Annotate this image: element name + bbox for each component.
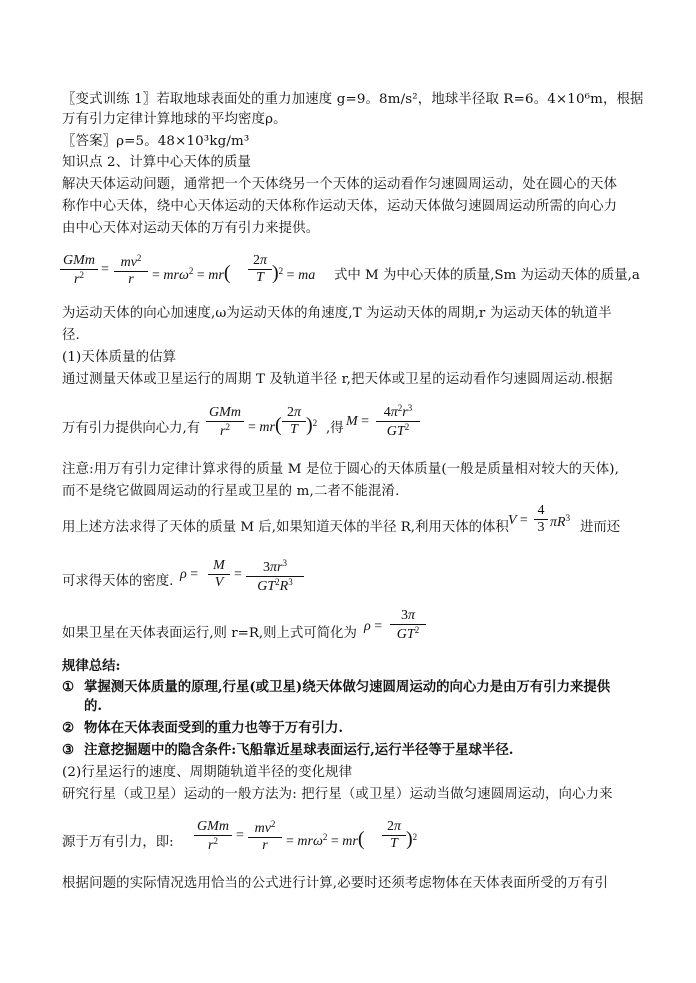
text-line: 万有引力定律计算地球的平均密度ρ。 <box>62 112 287 127</box>
text-line: 用上述方法求得了天体的质量 M 后,如果知道天体的半径 R,利用天体的体积 <box>62 520 509 535</box>
text-line: 根据问题的实际情况选用恰当的公式进行计算,必要时还须考虑物体在天体表面所受的万有引 <box>62 876 609 891</box>
text-line: (2)行星运行的速度、周期随轨道半径的变化规律 <box>62 765 353 780</box>
text-line: 由中心天体对运动天体的万有引力来提供。 <box>62 221 320 236</box>
summary-item-cont: 的. <box>84 698 103 714</box>
text-line: ,得 <box>326 421 344 436</box>
text-line: 径. <box>62 328 80 343</box>
text-line: 研究行星（或卫星）运动的一般方法为: 把行星（或卫星）运动当做匀速圆周运动，向心力来 <box>62 787 613 802</box>
text-line: 通过测量天体或卫星运行的周期 T 及轨道半径 r,把天体或卫星的运动看作匀速圆周运动.根据 <box>62 372 613 387</box>
text-line: 〖变式训练 1〗若取地球表面处的重力加速度 g=9。8m/s²，地球半径取 R=6。4×10⁶m，根据 <box>62 92 644 107</box>
summary-item: ② 物体在天体表面受到的重力也等于万有引力. <box>62 720 344 736</box>
section-heading: 知识点 2、计算中心天体的质量 <box>62 155 252 170</box>
text-line: 进而还 <box>580 520 621 535</box>
text-line: 注意:用万有引力定律计算求得的质量 M 是位于圆心的天体质量(一般是质量相对较大的天体), <box>62 462 620 477</box>
text-line: 如果卫星在天体表面运行,则 r=R,则上式可简化为 <box>62 626 357 641</box>
text-line: 源于万有引力，即: <box>62 835 174 850</box>
text-line: 解决天体运动问题，通常把一个天体绕另一个天体的运动看作匀速圆周运动，处在圆心的天体 <box>62 177 618 192</box>
formula-explanation: 式中 M 为中心天体的质量,Sm 为运动天体的质量,a <box>334 268 640 283</box>
text-line: 而不是绕它做圆周运动的行星或卫星的 m,二者不能混淆. <box>62 484 400 499</box>
text-line: 〖答案〗ρ=5。48×10³kg/m³ <box>62 134 250 149</box>
text-line: 为运动天体的向心加速度,ω为运动天体的角速度,T 为运动天体的周期,r 为运动天体的轨道半 <box>62 306 612 321</box>
summary-heading: 规律总结: <box>62 658 121 674</box>
text-line: 万有引力提供向心力,有 <box>62 421 201 436</box>
summary-item: ③ 注意挖掘题中的隐含条件:飞船靠近星球表面运行,运行半径等于星球半径. <box>62 742 514 758</box>
summary-item: ① 掌握测天体质量的原理,行星(或卫星)绕天体做匀速圆周运动的向心力是由万有引力来提供 <box>62 679 611 695</box>
text-line: 称作中心天体，绕中心天体运动的天体称作运动天体，运动天体做匀速圆周运动所需的向心力 <box>62 199 618 214</box>
text-line: (1)天体质量的估算 <box>62 350 177 365</box>
text-line: 可求得天体的密度. <box>62 574 174 589</box>
